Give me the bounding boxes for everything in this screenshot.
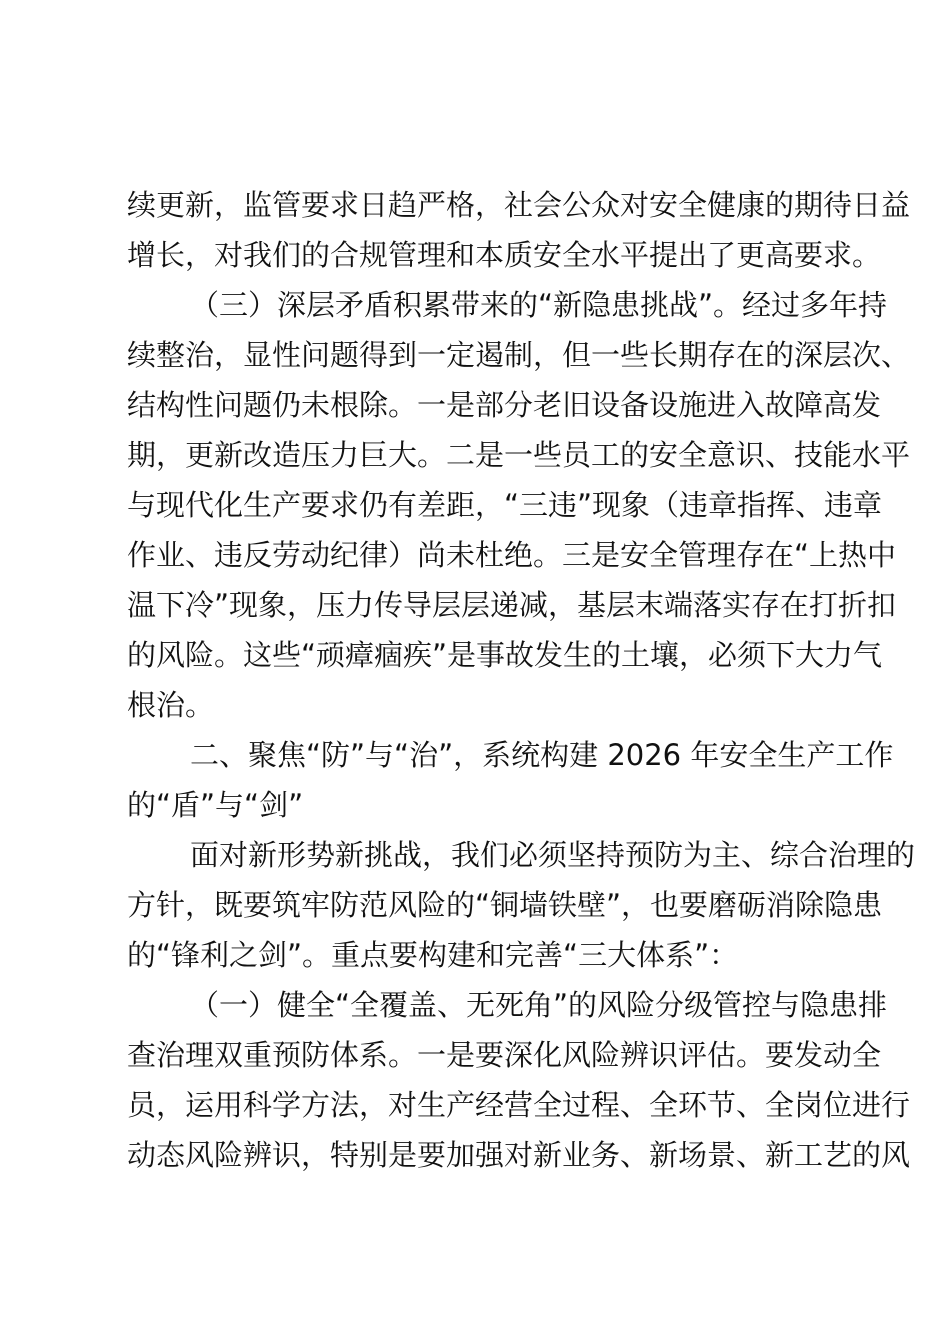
heading-line: 二、聚焦“防”与“治”，系统构建 2026 年安全生产工作 bbox=[190, 738, 894, 772]
text-line: 员，运用科学方法，对生产经营全过程、全环节、全岗位进行 bbox=[127, 1088, 911, 1122]
text-line: （一）健全“全覆盖、无死角”的风险分级管控与隐患排 bbox=[190, 988, 888, 1022]
text-line: 续整治，显性问题得到一定遏制，但一些长期存在的深层次、 bbox=[127, 338, 911, 372]
text-line: 根治。 bbox=[127, 688, 215, 722]
text-line: 作业、违反劳动纪律）尚未杜绝。三是安全管理存在“上热中 bbox=[127, 538, 897, 572]
text-line: 面对新形势新挑战，我们必须坚持预防为主、综合治理的 bbox=[190, 838, 916, 872]
text-line: 增长，对我们的合规管理和本质安全水平提出了更高要求。 bbox=[127, 238, 882, 272]
text-line: 的“锋利之剑”。重点要构建和完善“三大体系”： bbox=[127, 938, 739, 972]
text-line: 结构性问题仍未根除。一是部分老旧设备设施进入故障高发 bbox=[127, 388, 882, 422]
text-line: （三）深层矛盾积累带来的“新隐患挑战”。经过多年持 bbox=[190, 288, 888, 322]
text-line: 方针，既要筑牢防范风险的“铜墙铁壁”，也要磨砺消除隐患 bbox=[127, 888, 883, 922]
text-line: 续更新，监管要求日趋严格，社会公众对安全健康的期待日益 bbox=[127, 188, 911, 222]
text-line: 与现代化生产要求仍有差距，“三违”现象（违章指挥、违章 bbox=[127, 488, 883, 522]
text-line: 期，更新改造压力巨大。二是一些员工的安全意识、技能水平 bbox=[127, 438, 911, 472]
text-line: 查治理双重预防体系。一是要深化风险辨识评估。要发动全 bbox=[127, 1038, 882, 1072]
text-line: 的风险。这些“顽瘴痼疾”是事故发生的土壤，必须下大力气 bbox=[127, 638, 883, 672]
text-line: 温下冷”现象，压力传导层层递减，基层末端落实存在打折扣 bbox=[127, 588, 897, 622]
heading-line: 的“盾”与“剑” bbox=[127, 788, 304, 822]
text-line: 动态风险辨识，特别是要加强对新业务、新场景、新工艺的风 bbox=[127, 1138, 911, 1172]
